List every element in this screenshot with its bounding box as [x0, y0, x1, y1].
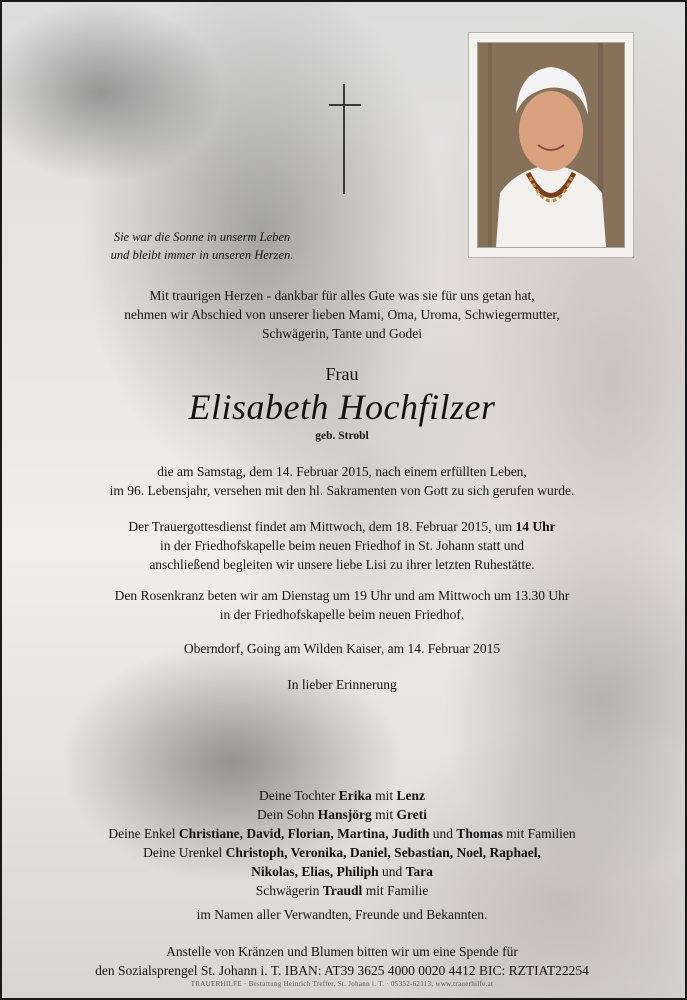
son-pre: Dein Sohn	[256, 807, 318, 822]
intro-line-1: Mit traurigen Herzen - dankbar für alles Gute was sie für uns getan hat,	[149, 288, 535, 303]
daughter-partner: Lenz	[396, 788, 426, 803]
son-partner: Greti	[396, 807, 427, 822]
grandchildren-post: mit Familien	[502, 826, 576, 841]
donation-line-2: den Sozialsprengel St. Johann i. T. IBAN: AT39 3625 4000 0020 4412 BIC: RZTIAT22254	[95, 963, 589, 978]
intro-text	[22, 286, 662, 343]
funeral-line-3: anschließend begleiten wir unsere liebe Lisi zu ihrer letzten Ruhestätte.	[149, 557, 535, 572]
sister-name: Traudl	[322, 883, 363, 898]
funeral-home-footer: TRAUERHILFE · Bestattung Heinrich Treffer, St. Johann i. T. · 05352-62113, www.trauerhilfe.at	[190, 980, 494, 988]
grandchildren-last: Thomas	[456, 826, 503, 841]
intro-line-2: nehmen wir Abschied von unserer lieben Mami, Oma, Uroma, Schwiegermutter,	[124, 307, 560, 322]
donation-line-1: Anstelle von Kränzen und Blumen bitten wir um eine Spende für	[166, 944, 518, 959]
funeral-time: 14 Uhr	[515, 519, 556, 534]
portrait-photo	[477, 42, 625, 248]
great-names-1: Christoph, Veronika, Daniel, Sebastian, Noel, Raphael,	[225, 845, 541, 860]
son-mid: mit	[371, 807, 397, 822]
memorial-quote	[62, 228, 342, 264]
mourner-great-grandchildren-1	[22, 843, 662, 862]
grandchildren-and: und	[429, 826, 457, 841]
great-pre: Deine Urenkel	[143, 845, 226, 860]
funeral-info	[22, 517, 662, 574]
great-last: Tara	[405, 864, 433, 879]
grandchildren-names: Christiane, David, Florian, Martina, Judith	[178, 826, 430, 841]
great-names-2: Nikolas, Elias, Philiph	[251, 864, 379, 879]
great-and: und	[378, 864, 406, 879]
mourners-list	[22, 786, 662, 900]
son-name: Hansjörg	[317, 807, 372, 822]
portrait-frame	[468, 32, 634, 258]
mourner-sister-in-law	[22, 881, 662, 900]
sister-post: mit Familie	[362, 883, 429, 898]
place-date: Oberndorf, Going am Wilden Kaiser, am 14. Februar 2015	[183, 641, 501, 656]
quote-line-1: Sie war die Sonne in unserm Leben	[113, 230, 291, 244]
death-notice	[22, 462, 662, 500]
death-line-2: im 96. Lebensjahr, versehen mit den hl. Sakramenten von Gott zu sich gerufen wurde.	[109, 483, 575, 498]
funeral-line-1-text: Der Trauergottesdienst findet am Mittwoch, dem 18. Februar 2015, um	[128, 519, 516, 534]
rosary-info	[22, 586, 662, 624]
deceased-name: Elisabeth Hochfilzer	[188, 387, 496, 427]
intro-line-3: Schwägerin, Tante und Godei	[261, 326, 423, 341]
mourner-daughter	[22, 786, 662, 805]
closing-phrase: In lieber Erinnerung	[287, 677, 397, 692]
rosary-line-1: Den Rosenkranz beten wir am Dienstag um 19 Uhr und am Mittwoch um 13.30 Uhr	[114, 588, 570, 603]
quote-line-2: und bleibt immer in unseren Herzen.	[110, 248, 294, 262]
donation-request	[22, 942, 662, 980]
maiden-name: geb. Strobl	[315, 430, 369, 442]
daughter-mid: mit	[371, 788, 397, 803]
salutation: Frau	[325, 364, 359, 384]
grandchildren-pre: Deine Enkel	[108, 826, 179, 841]
mourner-son	[22, 805, 662, 824]
mourner-grandchildren	[22, 824, 662, 843]
funeral-line-1	[22, 517, 662, 536]
daughter-pre: Deine Tochter	[258, 788, 339, 803]
cross-icon	[329, 84, 361, 194]
daughter-name: Erika	[338, 788, 372, 803]
rosary-line-2: in der Friedhofskapelle beim neuen Friedhof.	[219, 607, 465, 622]
death-line-1: die am Samstag, dem 14. Februar 2015, nach einem erfüllten Leben,	[157, 464, 527, 479]
relatives-line: im Namen aller Verwandten, Freunde und Bekannten.	[196, 907, 488, 922]
funeral-line-2: in der Friedhofskapelle beim neuen Friedhof in St. Johann statt und	[159, 538, 525, 553]
mourner-great-grandchildren-2	[22, 862, 662, 881]
sister-pre: Schwägerin	[255, 883, 323, 898]
